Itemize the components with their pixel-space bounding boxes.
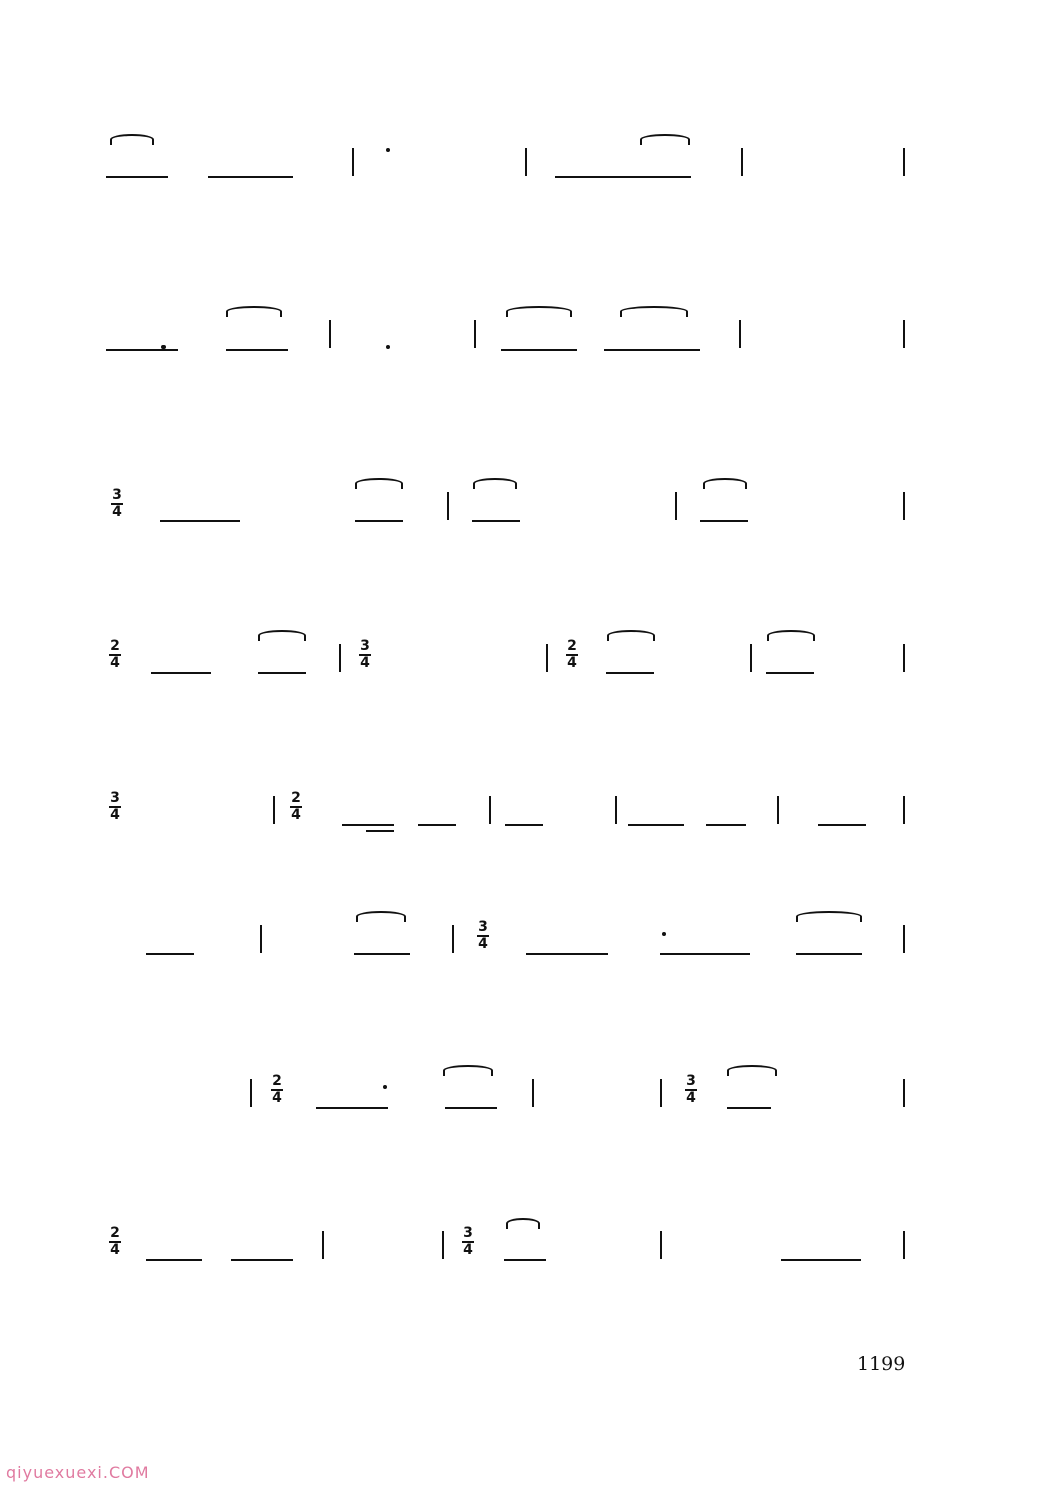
time-signature: 3 4 xyxy=(110,790,120,823)
barline xyxy=(447,492,449,520)
slur xyxy=(727,1065,777,1076)
underline xyxy=(727,1107,771,1109)
barline xyxy=(903,148,905,176)
underline xyxy=(106,176,168,178)
slur xyxy=(607,630,655,641)
barline xyxy=(741,148,743,176)
barline xyxy=(903,1231,905,1259)
underline xyxy=(796,953,862,955)
barline xyxy=(615,796,617,824)
slur xyxy=(620,306,688,317)
time-signature: 2 4 xyxy=(110,1225,120,1258)
underline xyxy=(146,1259,202,1261)
underline xyxy=(504,1259,546,1261)
barline xyxy=(777,796,779,824)
underline xyxy=(354,953,410,955)
time-signature: 2 4 xyxy=(272,1073,282,1106)
slur xyxy=(226,306,282,317)
underline xyxy=(231,1259,293,1261)
barline xyxy=(452,925,454,953)
barline xyxy=(903,1079,905,1107)
underline xyxy=(160,520,240,522)
slur xyxy=(703,478,747,489)
underline xyxy=(226,349,288,351)
slur xyxy=(796,911,862,922)
time-signature: 3 4 xyxy=(478,919,488,952)
barline xyxy=(750,644,752,672)
barline xyxy=(903,644,905,672)
underline xyxy=(146,953,194,955)
underline xyxy=(818,824,866,826)
underline xyxy=(555,176,691,178)
barline xyxy=(532,1079,534,1107)
barline xyxy=(250,1079,252,1107)
barline xyxy=(903,492,905,520)
barline xyxy=(260,925,262,953)
underline xyxy=(258,672,306,674)
slur xyxy=(443,1065,493,1076)
slur xyxy=(506,306,572,317)
underline xyxy=(781,1259,861,1261)
barline xyxy=(675,492,677,520)
underline xyxy=(501,349,577,351)
underline xyxy=(445,1107,497,1109)
underline xyxy=(151,672,211,674)
barline xyxy=(442,1231,444,1259)
time-signature: 2 4 xyxy=(291,790,301,823)
slur xyxy=(110,134,154,145)
underline xyxy=(766,672,814,674)
barline xyxy=(739,320,741,348)
slur xyxy=(473,478,517,489)
slur xyxy=(258,630,306,641)
underline xyxy=(505,824,543,826)
underline xyxy=(418,824,456,826)
underline xyxy=(342,824,394,826)
barline xyxy=(546,644,548,672)
time-signature: 2 4 xyxy=(110,638,120,671)
page-number: 1199 xyxy=(857,1353,906,1375)
underline xyxy=(706,824,746,826)
underline xyxy=(700,520,748,522)
octave-dot xyxy=(386,148,390,152)
slur xyxy=(506,1218,540,1229)
underline xyxy=(106,349,178,351)
slur xyxy=(640,134,690,145)
octave-dot xyxy=(383,1085,387,1089)
barline xyxy=(660,1231,662,1259)
time-signature: 3 4 xyxy=(112,487,122,520)
barline xyxy=(322,1231,324,1259)
underline xyxy=(660,953,750,955)
barline xyxy=(352,148,354,176)
underline xyxy=(208,176,293,178)
underline xyxy=(526,953,608,955)
barline xyxy=(339,644,341,672)
barline xyxy=(903,796,905,824)
underline xyxy=(472,520,520,522)
time-signature: 3 4 xyxy=(360,638,370,671)
slur xyxy=(767,630,815,641)
slur xyxy=(355,478,403,489)
octave-dot xyxy=(662,932,666,936)
slur xyxy=(356,911,406,922)
barline xyxy=(474,320,476,348)
underline xyxy=(606,672,654,674)
underline xyxy=(604,349,700,351)
barline xyxy=(273,796,275,824)
underline xyxy=(628,824,684,826)
barline xyxy=(489,796,491,824)
barline xyxy=(903,925,905,953)
barline xyxy=(660,1079,662,1107)
octave-dot xyxy=(386,345,390,349)
watermark: qiyuexuexi.COM xyxy=(6,1463,150,1482)
time-signature: 3 4 xyxy=(463,1225,473,1258)
barline xyxy=(903,320,905,348)
time-signature: 3 4 xyxy=(686,1073,696,1106)
time-signature: 2 4 xyxy=(567,638,577,671)
barline xyxy=(329,320,331,348)
underline xyxy=(366,830,394,832)
barline xyxy=(525,148,527,176)
octave-dot xyxy=(162,345,166,349)
underline xyxy=(316,1107,388,1109)
underline xyxy=(355,520,403,522)
